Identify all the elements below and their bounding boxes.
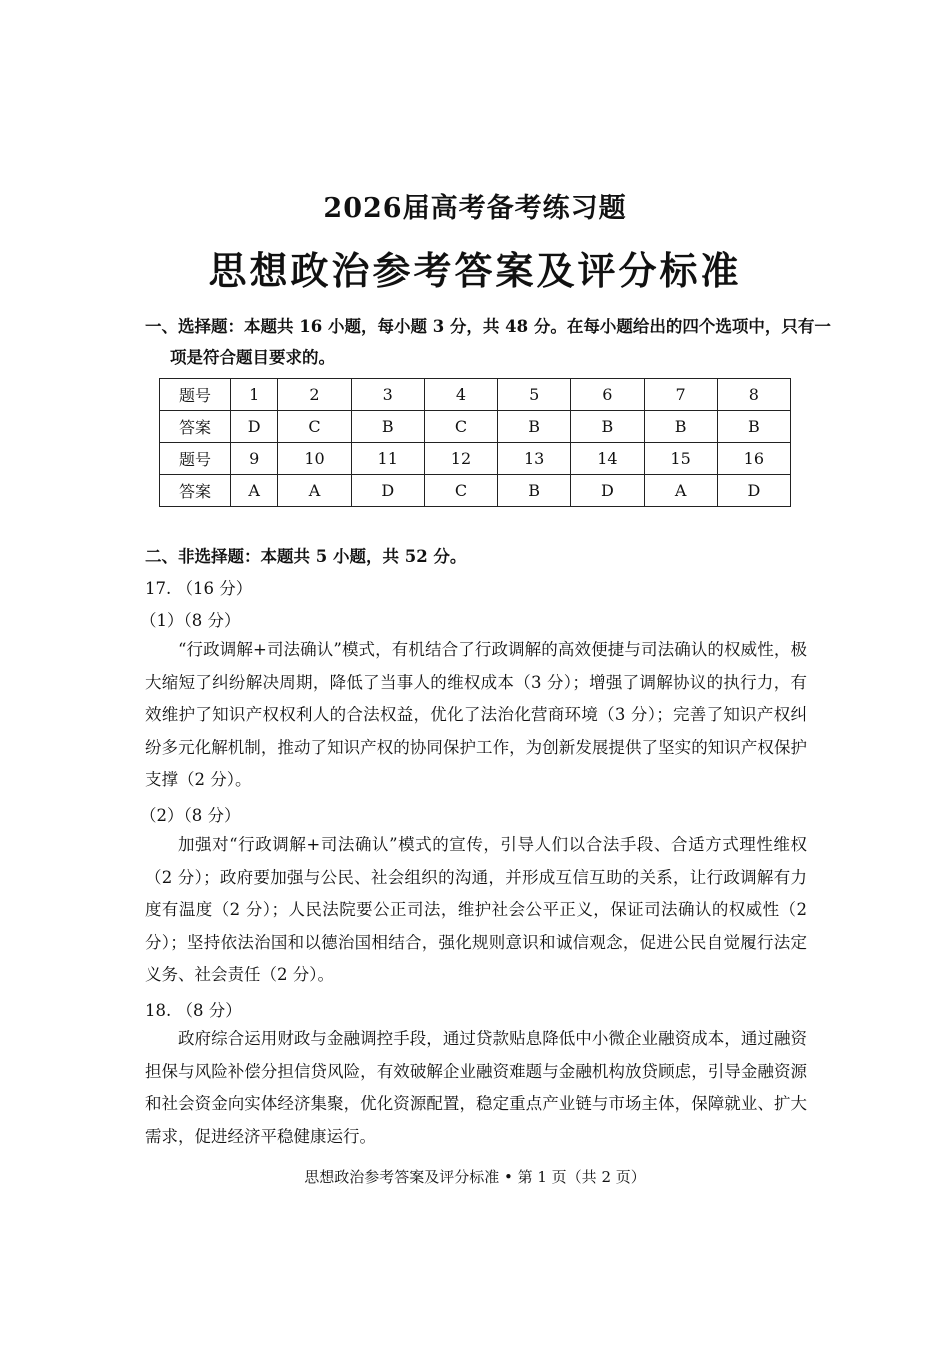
table-cell: B	[498, 411, 571, 443]
table-cell: B	[644, 411, 717, 443]
table-cell: 10	[278, 443, 351, 475]
table-cell: 4	[424, 379, 497, 411]
table-cell: 3	[351, 379, 424, 411]
table-row	[160, 443, 791, 475]
page-title: 思想政治参考答案及评分标准	[208, 248, 742, 293]
table-cell: 2	[278, 379, 351, 411]
table-cell: D	[231, 411, 278, 443]
table-cell: D	[571, 475, 644, 507]
table-cell: D	[717, 475, 790, 507]
section1-heading: 一、选择题：本题共 16 小题，每小题 3 分，共 48 分。在每小题给出的四个选项中，只有一	[145, 317, 831, 336]
table-cell: A	[231, 475, 278, 507]
table-cell: 1	[231, 379, 278, 411]
q17-label: 17. （16 分）	[145, 579, 253, 598]
table-cell: 答案	[160, 475, 231, 507]
table-cell: 8	[717, 379, 790, 411]
q17-part1-label: （1）（8 分）	[140, 611, 241, 630]
table-row	[160, 379, 791, 411]
table-cell: 7	[644, 379, 717, 411]
table-cell: 13	[498, 443, 571, 475]
table-cell: 9	[231, 443, 278, 475]
q17-part2-label: （2）（8 分）	[140, 806, 241, 825]
exam-subtitle: 2026届高考备考练习题	[323, 193, 627, 224]
page-footer: 思想政治参考答案及评分标准 • 第 1 页（共 2 页）	[304, 1168, 646, 1186]
table-cell: C	[278, 411, 351, 443]
table-cell: A	[278, 475, 351, 507]
table-cell: A	[644, 475, 717, 507]
table-cell: 答案	[160, 411, 231, 443]
table-cell: D	[351, 475, 424, 507]
answer-table	[159, 378, 791, 507]
table-cell: B	[351, 411, 424, 443]
section2-heading: 二、非选择题：本题共 5 小题，共 52 分。	[145, 547, 467, 566]
table-cell: 题号	[160, 443, 231, 475]
q18-label: 18. （8 分）	[145, 1001, 242, 1020]
table-cell: 14	[571, 443, 644, 475]
table-cell: 16	[717, 443, 790, 475]
table-cell: C	[424, 411, 497, 443]
table-cell: C	[424, 475, 497, 507]
table-cell: B	[571, 411, 644, 443]
table-cell: 5	[498, 379, 571, 411]
q17-part1-answer: “行政调解+司法确认”模式，有机结合了行政调解的高效便捷与司法确认的权威性，极大缩短了纠纷解决周期，降低了当事人的维权成本（3 分）；增强了调解协议的执行力，有效维护了知识产权权利人的合法权益，优化了法治化营商环境（3 分）；完善了知识产权纠纷多元化解机制，推动了知识产权的协同保护工作，为创新发展提供了坚实的知识产权保护支撑（2 分）。	[145, 640, 807, 789]
table-cell: 题号	[160, 379, 231, 411]
section1-heading-cont: 项是符合题目要求的。	[170, 348, 335, 367]
table-cell: 11	[351, 443, 424, 475]
q18-answer: 政府综合运用财政与金融调控手段，通过贷款贴息降低中小微企业融资成本，通过融资担保与风险补偿分担信贷风险，有效破解企业融资难题与金融机构放贷顾虑，引导金融资源和社会资金向实体经济集聚，优化资源配置，稳定重点产业链与市场主体，保障就业、扩大需求，促进经济平稳健康运行。	[145, 1029, 807, 1146]
table-row	[160, 475, 791, 507]
table-cell: B	[717, 411, 790, 443]
table-cell: 15	[644, 443, 717, 475]
q17-part2-answer: 加强对“行政调解+司法确认”模式的宣传，引导人们以合法手段、合适方式理性维权（2 分）；政府要加强与公民、社会组织的沟通，并形成互信互助的关系，让行政调解有力度有温度（2 分）；人民法院要公正司法，维护社会公平正义，保证司法确认的权威性（2 分）；坚持依法治国和以德治国相结合，强化规则意识和诚信观念，促进公民自觉履行法定义务、社会责任（2 分）。	[145, 835, 807, 984]
table-cell: 6	[571, 379, 644, 411]
table-cell: B	[498, 475, 571, 507]
table-row	[160, 411, 791, 443]
table-cell: 12	[424, 443, 497, 475]
